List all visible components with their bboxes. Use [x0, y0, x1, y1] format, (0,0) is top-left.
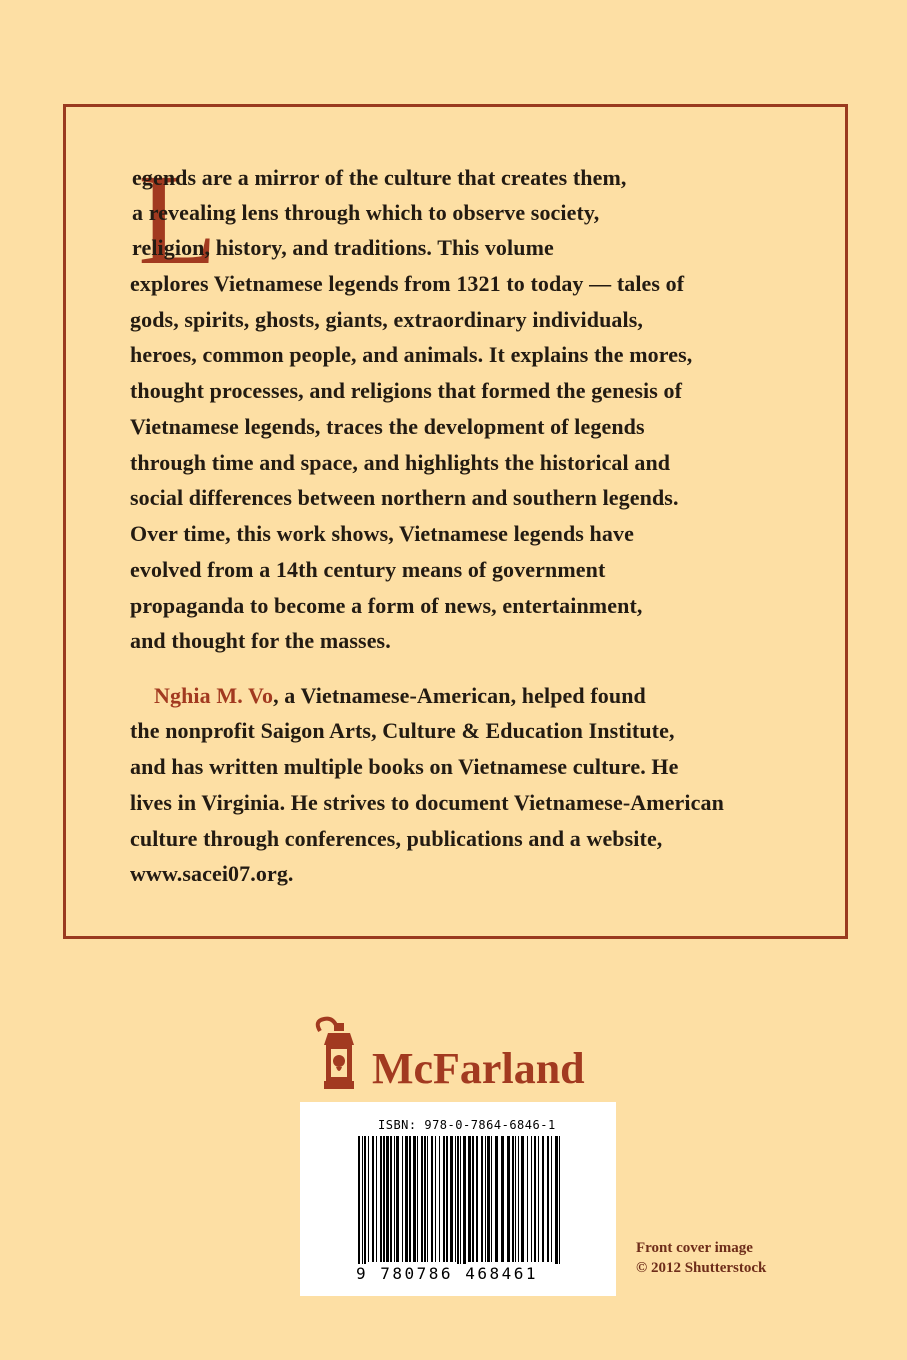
barcode-bar: [555, 1136, 558, 1274]
barcode-bar: [372, 1136, 374, 1262]
barcode-bar: [538, 1136, 539, 1262]
barcode-bar: [427, 1136, 428, 1262]
blurb-line-9: through time and space, and highlights the historical and: [130, 450, 671, 475]
blurb-line-5: gods, spirits, ghosts, giants, extraordinary individuals,: [130, 307, 644, 332]
blurb-line-7: thought processes, and religions that formed the genesis of: [130, 378, 683, 403]
barcode-bar: [383, 1136, 385, 1262]
author-line-3: and has written multiple books on Vietnamese culture. He: [130, 754, 679, 779]
barcode-digits: 9 780786 468461: [356, 1264, 561, 1283]
blurb-line-13: propaganda to become a form of news, entertainment,: [130, 593, 643, 618]
blurb-line-3: religion, history, and traditions. This volume: [132, 235, 554, 260]
barcode-bar: [413, 1136, 416, 1262]
author-line-4: lives in Virginia. He strives to document Vietnamese-American: [130, 790, 724, 815]
barcode-box: [300, 1102, 616, 1296]
barcode-bar: [409, 1136, 411, 1262]
lantern-logo-icon: [310, 1015, 370, 1095]
barcode-bar: [431, 1136, 433, 1262]
barcode-bar: [468, 1136, 471, 1262]
barcode-bar: [518, 1136, 519, 1262]
barcode-bar: [424, 1136, 426, 1262]
barcode-bar: [460, 1136, 461, 1274]
author-name: Nghia M. Vo: [154, 683, 274, 708]
author-line-2: the nonprofit Saigon Arts, Culture & Education Institute,: [130, 718, 675, 743]
blurb-line-12: evolved from a 14th century means of government: [130, 557, 606, 582]
barcode-bar: [515, 1136, 516, 1262]
barcode-bar: [495, 1136, 498, 1262]
blurb-line-6: heroes, common people, and animals. It explains the mores,: [130, 342, 693, 367]
barcode-bar: [463, 1136, 466, 1274]
barcode-bar: [455, 1136, 456, 1262]
barcode-bar: [501, 1136, 504, 1262]
blurb-line-14: and thought for the masses.: [130, 628, 391, 653]
blurb-line-1: egends are a mirror of the culture that creates them,: [132, 165, 627, 190]
barcode-bar: [531, 1136, 532, 1262]
barcode-bar: [472, 1136, 474, 1262]
barcode-bar: [396, 1136, 399, 1262]
barcode-bar: [534, 1136, 536, 1262]
barcode-bar: [507, 1136, 510, 1262]
barcode-bar: [491, 1136, 492, 1262]
publisher-logo: [310, 1015, 610, 1095]
barcode-bar: [417, 1136, 418, 1262]
barcode-bar: [487, 1136, 490, 1262]
barcode-bar: [559, 1136, 560, 1274]
blurb-line-11: Over time, this work shows, Vietnamese legends have: [130, 521, 634, 546]
barcode-bar: [394, 1136, 395, 1262]
barcode-bar: [450, 1136, 453, 1262]
barcode-bar: [402, 1136, 403, 1262]
author-line-6: www.sacei07.org.: [130, 861, 294, 886]
barcode-bar: [512, 1136, 514, 1262]
barcode-bar: [485, 1136, 486, 1262]
barcode-bar: [457, 1136, 459, 1274]
barcode-bar: [421, 1136, 423, 1262]
barcode-bar: [364, 1136, 366, 1274]
author-line-1-rest: , a Vietnamese-American, helped found: [273, 683, 646, 708]
barcode-bar: [547, 1136, 549, 1262]
author-line-1: [154, 685, 646, 707]
credit-line-1: Front cover image: [636, 1240, 753, 1256]
blurb-line-10: social differences between northern and southern legends.: [130, 485, 679, 510]
isbn-label: ISBN: 978-0-7864-6846-1: [378, 1118, 556, 1132]
barcode-bar: [439, 1136, 440, 1262]
barcode-bar: [527, 1136, 528, 1262]
barcode-bar: [376, 1136, 377, 1262]
credit-line-2: © 2012 Shutterstock: [636, 1260, 767, 1276]
barcode-bar: [362, 1136, 363, 1274]
barcode: [356, 1136, 566, 1276]
barcode-bar: [380, 1136, 382, 1262]
barcode-bar: [390, 1136, 392, 1262]
barcode-bar: [542, 1136, 544, 1262]
barcode-bar: [358, 1136, 360, 1274]
barcode-bar: [386, 1136, 389, 1262]
barcode-bar: [476, 1136, 478, 1262]
blurb-line-4: explores Vietnamese legends from 1321 to today — tales of: [130, 271, 685, 296]
barcode-bar: [435, 1136, 436, 1262]
barcode-bar: [521, 1136, 524, 1262]
barcode-bar: [405, 1136, 408, 1262]
barcode-bar: [551, 1136, 552, 1262]
blurb-line-8: Vietnamese legends, traces the development of legends: [130, 414, 645, 439]
barcode-bar: [443, 1136, 445, 1262]
barcode-bar: [481, 1136, 483, 1262]
barcode-bar: [368, 1136, 369, 1262]
blurb-frame: [63, 104, 848, 939]
author-line-5: culture through conferences, publications and a website,: [130, 826, 663, 851]
blurb-line-2: a revealing lens through which to observe society,: [132, 200, 600, 225]
publisher-name: McFarland: [372, 1044, 585, 1093]
drop-cap: L: [138, 148, 218, 292]
barcode-bar: [446, 1136, 448, 1262]
